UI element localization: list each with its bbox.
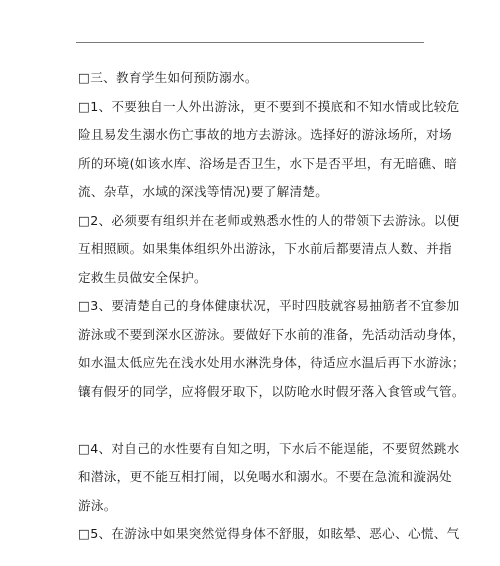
paragraph-3 xyxy=(78,292,465,406)
paragraph-line: □4、对自己的水性要有自知之明，下水后不能逞能，不要贸然跳水 xyxy=(78,440,460,456)
paragraph-line: □2、必须要有组织并在老师或熟悉水性的人的带领下去游泳。以便 xyxy=(78,212,460,228)
paragraph-line: 游泳或不要到深水区游泳。要做好下水前的准备，先活动活动身体， xyxy=(78,326,465,342)
paragraph-line: 如水温太低应先在浅水处用水淋洗身体，待适应水温后再下水游泳； xyxy=(78,355,465,370)
paragraph-line: 流、杂草，水域的深浅等情况)要了解清楚。 xyxy=(78,184,329,199)
section-heading: □三、教育学生如何预防溺水。 xyxy=(78,70,258,85)
paragraph-5 xyxy=(78,520,460,549)
document-body xyxy=(78,64,465,549)
paragraph-line: 所的环境(如该水库、浴场是否卫生，水下是否平坦，有无暗礁、暗 xyxy=(78,155,458,171)
paragraph-4 xyxy=(78,435,460,521)
paragraph-1 xyxy=(78,93,460,207)
paragraph-line: 定救生员做安全保护。 xyxy=(78,269,207,285)
paragraph-line: □1、不要独自一人外出游泳，更不要到不摸底和不知水情或比较危 xyxy=(78,98,460,114)
paragraph-line: 和潜泳，更不能互相打闹，以免喝水和溺水。不要在急流和漩涡处 xyxy=(78,469,452,484)
paragraph-line: 互相照顾。如果集体组织外出游泳，下水前后都要清点人数、并指 xyxy=(78,241,452,256)
header-rule xyxy=(76,42,424,43)
paragraph-line: □5、在游泳中如果突然觉得身体不舒服，如眩晕、恶心、心慌、气 xyxy=(78,526,460,541)
paragraph-line: 险且易发生溺水伤亡事故的地方去游泳。选择好的游泳场所，对场 xyxy=(78,127,452,142)
paragraph-line: 镶有假牙的同学，应将假牙取下，以防呛水时假牙落入食管或气管。 xyxy=(78,383,465,399)
paragraph-line: □3、要清楚自己的身体健康状况，平时四肢就容易抽筋者不宜参加 xyxy=(78,298,460,313)
paragraph-line: 游泳。 xyxy=(78,497,117,513)
paragraph-spacer xyxy=(78,406,426,435)
paragraph-2 xyxy=(78,207,460,293)
